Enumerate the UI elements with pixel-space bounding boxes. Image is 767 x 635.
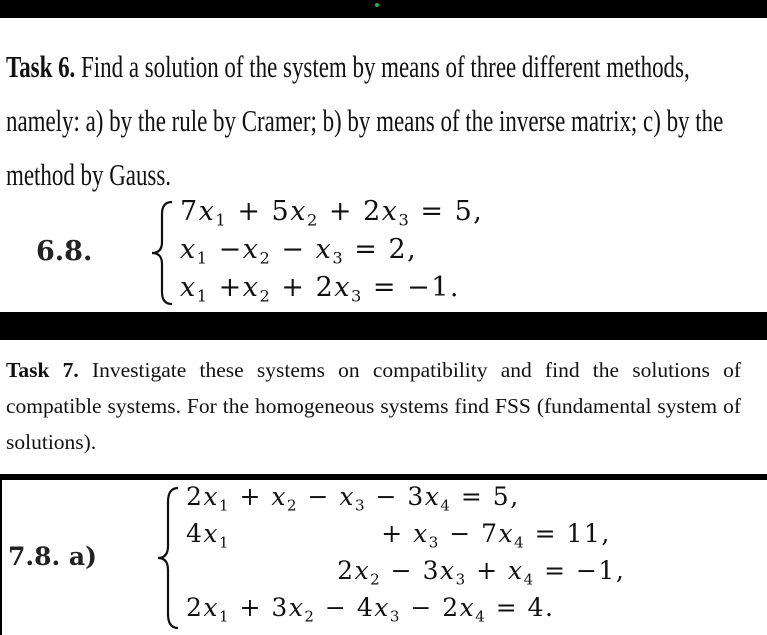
task6-panel xyxy=(0,18,767,312)
variable-term: $x_3$ xyxy=(413,519,440,552)
operator-text: − xyxy=(208,234,243,265)
variable-term: $3x_4$ xyxy=(407,482,452,515)
variable-term: $7x_4$ xyxy=(481,519,526,552)
operator-text: = 5, xyxy=(451,482,520,511)
variable-term: $2x_2$ xyxy=(337,556,382,589)
operator-text: − xyxy=(298,482,340,511)
task7-statement xyxy=(6,352,741,460)
equation-line xyxy=(180,234,417,268)
equation-line xyxy=(186,556,625,588)
equation-line xyxy=(186,519,611,551)
operator-text: − xyxy=(271,234,316,265)
operator-text: + xyxy=(230,593,272,622)
task6-statement xyxy=(6,40,728,202)
task7-heading: Task 7. xyxy=(6,358,79,382)
equation-line xyxy=(186,482,520,514)
operator-text: − xyxy=(439,519,482,548)
variable-term: $4x_3$ xyxy=(356,593,401,626)
variable-term: $4x_1$ xyxy=(186,519,231,552)
operator-text: + xyxy=(271,272,316,303)
equation-line xyxy=(180,272,460,306)
system-brace-6-8 xyxy=(148,198,178,308)
operator-text: − xyxy=(366,482,408,511)
operator-text: = −1, xyxy=(534,556,626,585)
operator-text xyxy=(186,556,337,585)
problem-7-8a-label: 7.8. a) xyxy=(8,542,97,571)
system-brace-7-8 xyxy=(154,484,184,632)
variable-term: $2x_1$ xyxy=(186,593,231,626)
variable-term: $2x_1$ xyxy=(186,482,231,515)
variable-term: $x_4$ xyxy=(507,556,535,589)
task6-body: Find a solution of the system by means of three different methods, namely: a) by the rule by Cramer; b) by means of the inverse matrix; c) by the method by Gauss. xyxy=(6,49,724,192)
top-indicator-dot xyxy=(375,3,379,7)
variable-term: $x_2$ xyxy=(242,234,272,268)
operator-text: − xyxy=(400,593,443,622)
equation-line xyxy=(186,593,554,625)
variable-term: $2x_4$ xyxy=(442,593,487,626)
variable-term: $x_1$ xyxy=(180,234,209,268)
task7-panel xyxy=(0,340,767,474)
operator-text: + xyxy=(466,556,508,585)
operator-text: = 4. xyxy=(486,593,555,622)
variable-term: $x_1$ xyxy=(180,272,209,306)
variable-term: $x_2$ xyxy=(242,272,272,306)
variable-term: $x_3$ xyxy=(315,234,345,268)
operator-text: = 11, xyxy=(525,519,611,548)
variable-term: $2x_3$ xyxy=(363,196,411,230)
operator-text: + xyxy=(230,482,272,511)
operator-text: + xyxy=(318,196,364,227)
operator-text: + xyxy=(230,519,414,548)
variable-term: $7x_1$ xyxy=(180,196,228,230)
operator-text: = −1. xyxy=(362,272,461,303)
variable-term: $3x_3$ xyxy=(422,556,467,589)
task7-system-panel xyxy=(2,480,767,635)
variable-term: $3x_2$ xyxy=(271,593,316,626)
task6-heading: Task 6. xyxy=(6,49,76,84)
operator-text: + xyxy=(208,272,243,303)
operator-text: + xyxy=(227,196,272,227)
variable-term: $5x_2$ xyxy=(271,196,319,230)
operator-text: = 2, xyxy=(344,234,418,265)
problem-6-8-label: 6.8. xyxy=(36,236,93,267)
variable-term: $x_2$ xyxy=(271,482,299,515)
operator-text: = 5, xyxy=(410,196,484,227)
operator-text: − xyxy=(381,556,423,585)
operator-text: − xyxy=(315,593,357,622)
equation-line xyxy=(180,196,483,230)
variable-term: $2x_3$ xyxy=(315,272,363,306)
task7-body: Investigate these systems on compatibility and find the solutions of compatible systems. For the homogeneous systems find FSS (fundamental system of solutions). xyxy=(6,358,741,454)
variable-term: $x_3$ xyxy=(339,482,367,515)
